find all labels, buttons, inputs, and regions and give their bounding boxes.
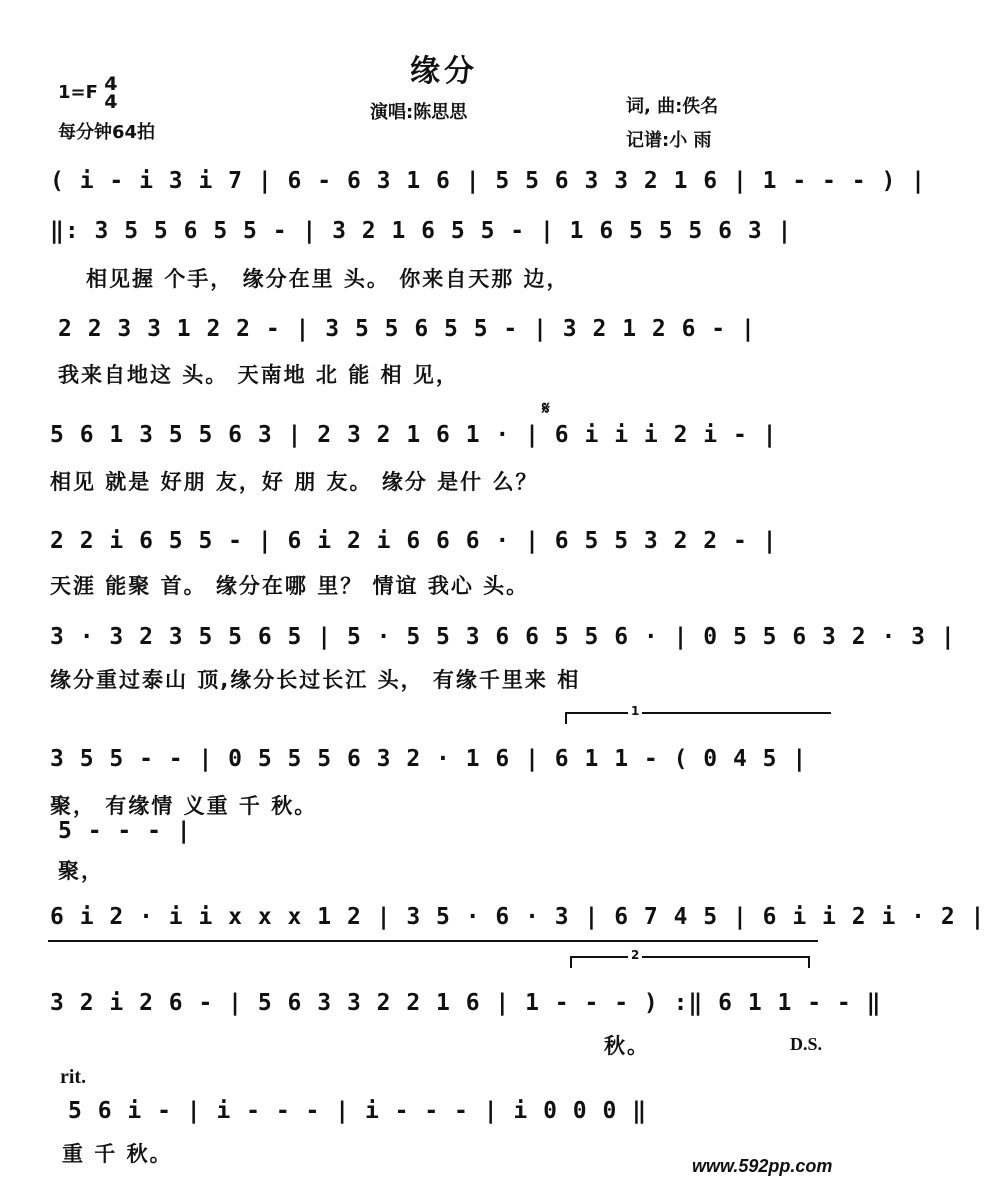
volta-1-hook — [565, 712, 567, 724]
volta-2-end-hook — [808, 956, 810, 968]
lyrics-row-3: 相见 就是 好朋 友，好 朋 友。 缘分 是什 么？ — [50, 470, 539, 494]
notation-row-9: 3 2 i 2 6 - | 5 6 3 3 2 2 1 6 | 1 - - - ) :‖ 6 1 1 - - ‖ — [50, 990, 882, 1016]
lyrics-row-6: 聚， 有缘情 义重 千 秋。 — [50, 794, 318, 818]
dal-segno-mark: D.S. — [790, 1034, 823, 1054]
time-top: 4 — [104, 73, 118, 95]
notation-row-1: ‖: 3 5 5 6 5 5 - | 3 2 1 6 5 5 - | 1 6 5 5 5 6 3 | — [50, 218, 793, 244]
notation-row-3: 5 6 1 3 5 5 6 3 | 2 3 2 1 6 1 · | 6 i i i 2 i - | — [50, 422, 778, 448]
lyrics-row-9: 秋。 — [604, 1034, 650, 1058]
key-label: 1=F — [58, 82, 98, 103]
volta-2-hook — [570, 956, 572, 968]
notation-row-7: 5 - - - | — [58, 818, 192, 844]
staff-divider — [48, 940, 818, 942]
singer-credit: 演唱:陈思思 — [370, 102, 468, 123]
notation-row-8: 6 i 2 · i i x x x 1 2 | 3 5 · 6 · 3 | 6 7 4 5 | 6 i i 2 i · 2 | — [50, 904, 985, 930]
notation-row-2: 2 2 3 3 1 2 2 - | 3 5 5 6 5 5 - | 3 2 1 2 6 - | — [58, 316, 756, 342]
key-signature — [58, 75, 117, 111]
volta-1-number: 1 — [628, 704, 642, 718]
lyrics-row-5: 缘分重过泰山 顶,缘分长过长江 头， 有缘千里来 相 — [50, 668, 581, 692]
volta-2-number: 2 — [628, 948, 642, 962]
notation-row-6: 3 5 5 - - | 0 5 5 5 6 3 2 · 1 6 | 6 1 1 - ( 0 4 5 | — [50, 746, 808, 772]
notation-row-10: 5 6 i - | i - - - | i - - - | i 0 0 0 ‖ — [68, 1098, 648, 1124]
composer-credit: 词, 曲:佚名 — [626, 96, 719, 117]
song-title: 缘分 — [410, 54, 478, 89]
notation-row-5: 3 · 3 2 3 5 5 6 5 | 5 · 5 5 3 6 6 5 5 6 · | 0 5 5 6 3 2 · 3 | — [50, 624, 956, 650]
lyrics-row-1: 相见握 个手， 缘分在里 头。 你来自天那 边， — [86, 267, 570, 291]
watermark: www.592pp.com — [692, 1156, 833, 1176]
ritardando-mark: rit. — [60, 1066, 87, 1088]
volta-1-bracket — [565, 712, 831, 714]
lyrics-row-4: 天涯 能聚 首。 缘分在哪 里？ 情谊 我心 头。 — [50, 574, 530, 598]
time-bottom: 4 — [104, 91, 118, 113]
transcriber-credit: 记谱:小 雨 — [626, 130, 712, 151]
segno-sign: 𝄋 — [542, 398, 550, 419]
tempo-marking: 每分钟64拍 — [58, 122, 156, 143]
lyrics-row-7: 聚， — [58, 859, 104, 883]
time-signature — [104, 75, 117, 111]
lyrics-row-10: 重 千 秋。 — [62, 1142, 173, 1166]
volta-2-bracket — [570, 956, 810, 958]
lyrics-row-2: 我来自地这 头。 天南地 北 能 相 见， — [58, 363, 459, 387]
notation-row-intro: ( i - i 3 i 7 | 6 - 6 3 1 6 | 5 5 6 3 3 2 1 6 | 1 - - - ) | — [50, 168, 926, 194]
notation-row-4: 2 2 i 6 5 5 - | 6 i 2 i 6 6 6 · | 6 5 5 3 2 2 - | — [50, 528, 778, 554]
